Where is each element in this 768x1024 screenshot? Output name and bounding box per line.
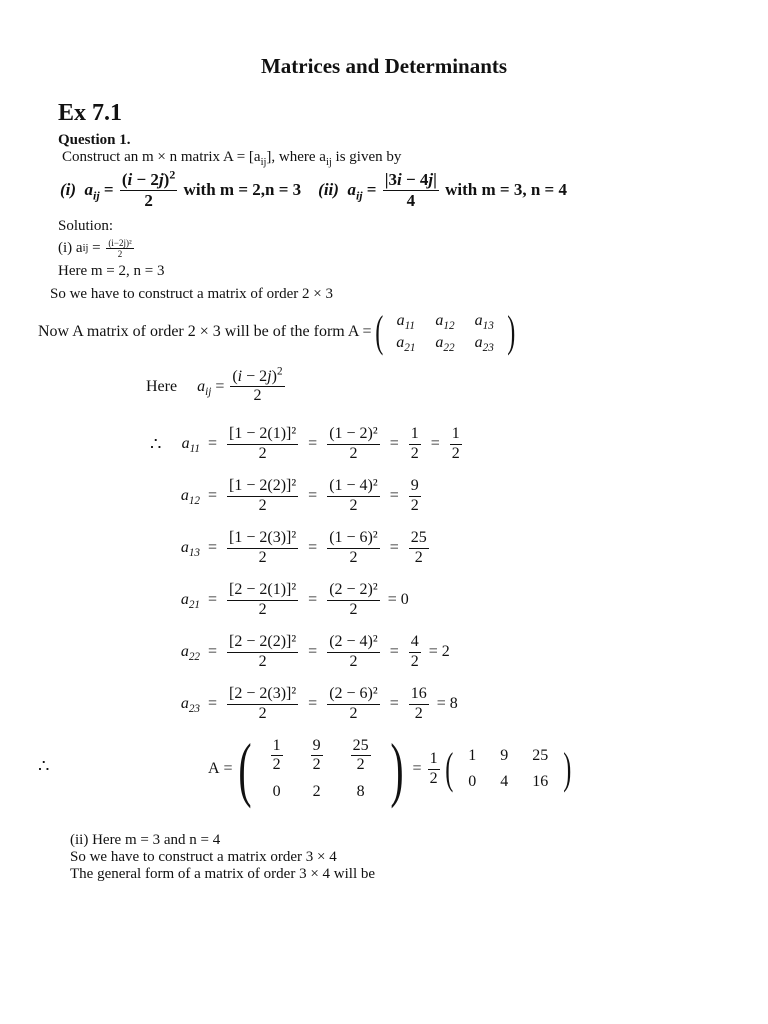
step-fraction-1: $\frac{\text{[1 − 2(1)]²}}{2}$ — [229, 425, 297, 462]
general-form — [38, 307, 518, 356]
step-result: $\frac{16}{2}$ — [410, 685, 427, 722]
here-mn: Here m = 2, n = 3 — [58, 263, 165, 279]
step-result: $\frac{1}{2}$ — [410, 425, 419, 462]
step-row: $a_{23}$ = $\frac{\text{[2 − 2(3)]²}}{2}$ = $\frac{\text{(2 − 6)²}}{2}$ = $\frac{16}{2}$ = 8 — [180, 685, 458, 722]
step-result: $\frac{1}{2}$ — [451, 425, 460, 462]
step-fraction-1: $\frac{\text{[2 − 2(1)]²}}{2}$ — [229, 581, 297, 618]
matrix-cell: 0 — [468, 773, 477, 790]
matrix-cell: $a_{22}$ — [435, 334, 455, 355]
step-fraction-2: $\frac{\text{(2 − 2)²}}{2}$ — [329, 581, 378, 618]
step-row: $a_{22}$ = $\frac{\text{[2 − 2(2)]²}}{2}$ = $\frac{\text{(2 − 4)²}}{2}$ = $\frac{4}{2}$ = 2 — [180, 633, 450, 670]
matrix-cell: $a_{11}$ — [396, 312, 415, 333]
construct-line: So we have to construct a matrix of order 2 × 3 — [50, 286, 333, 302]
factored-matrix: ( 1 9 25 0 4 16 ) — [444, 744, 572, 793]
step-fraction-1: $\frac{\text{[2 − 2(2)]²}}{2}$ — [229, 633, 297, 670]
matrix-cell — [297, 733, 337, 779]
part-definitions: (i) $a_{ij}$ = $\frac{(i - 2j)^2}{2}$ with m = 2,n = 3 (ii) $a_{ij}$ = $\frac{|3i - 4j|}{4}$ with m = 3, n = 4 — [60, 167, 567, 210]
part-ii-line-3: The general form of a matrix of order 3 × 4 will be — [70, 866, 376, 882]
matrix-cell — [257, 733, 297, 779]
part-i-condition: with m = 2,n = 3 — [183, 180, 302, 200]
part-ii-line-2: So we have to construct a matrix order 3 × 4 — [70, 849, 337, 865]
therefore-symbol: ∴ — [150, 434, 162, 454]
matrix-cell: $a_{12}$ — [435, 312, 455, 333]
solution-label: Solution: — [58, 218, 114, 234]
step-result: $\frac{25}{2}$ — [410, 529, 427, 566]
exercise-heading: Ex 7.1 — [58, 100, 123, 126]
result-scalar: $\frac{1}{2}$ — [429, 750, 438, 787]
matrix-cell — [337, 733, 385, 779]
part-ii-line-1: (ii) Here m = 3 and n = 4 — [70, 832, 221, 848]
step-row: $a_{12}$ = $\frac{\text{[1 − 2(2)]²}}{2}$ = $\frac{\text{(1 − 4)²}}{2}$ = $\frac{9}{2}$ — [180, 477, 419, 514]
step-row: $a_{11}$ = $\frac{\text{[1 − 2(1)]²}}{2}$ = $\frac{\text{(1 − 2)²}}{2}$ = $\frac{1}{2}$ = $\frac{1}{2}$ — [181, 425, 460, 462]
step-fraction-2: $\frac{\text{(1 − 4)²}}{2}$ — [329, 477, 378, 514]
here-aij: Here $a_{ij}$ = $\frac{(i - 2j)^2}{2}$ — [146, 365, 283, 405]
matrix-cell: 4 — [500, 773, 509, 790]
result-equation: A = ( $\frac{1}{2}$ $\frac{9}{2}$ $\frac{25}{2}$ 0 2 8 ) = $\frac{1}{2}$ ( 1 9 25 0 4 16 ) — [208, 733, 575, 805]
therefore-symbol-2: ∴ — [38, 756, 50, 776]
matrix-cell: 9 — [500, 747, 509, 764]
matrix-cell: 1 — [468, 747, 477, 764]
question-prompt: Construct an m × n matrix $A = [a_{ij}]$, where $a_{ij}$ is given by — [62, 149, 402, 168]
step-row: $a_{13}$ = $\frac{\text{[1 − 2(3)]²}}{2}$ = $\frac{\text{(1 − 6)²}}{2}$ = $\frac{25}{2}$ — [180, 529, 427, 566]
question-heading: Question 1. — [58, 132, 131, 148]
matrix-cell: $a_{23}$ — [474, 334, 494, 355]
matrix-cell: 2 — [312, 782, 321, 800]
general-matrix: ( $a_{11}$ $a_{12}$ $a_{13}$ $a_{21}$ $a_{22}$ $a_{23}$ ) — [374, 307, 516, 356]
step-fraction-2: $\frac{\text{(1 − 6)²}}{2}$ — [329, 529, 378, 566]
matrix-cell: 0 — [272, 782, 281, 800]
step-row: $a_{21}$ = $\frac{\text{[2 − 2(1)]²}}{2}$ = $\frac{\text{(2 − 2)²}}{2}$ = 0 — [180, 581, 409, 618]
step-fraction-1: $\frac{\text{[1 − 2(2)]²}}{2}$ — [229, 477, 297, 514]
step-result: $\frac{9}{2}$ — [410, 477, 419, 514]
step-fraction-2: $\frac{\text{(1 − 2)²}}{2}$ — [329, 425, 378, 462]
form-line: Now A matrix of order 2 × 3 will be of the form A = — [38, 323, 372, 340]
calculation-steps — [160, 418, 464, 730]
matrix-fraction: $\frac{1}{2}$ — [272, 737, 281, 774]
part-ii-condition: with m = 3, n = 4 — [445, 180, 567, 200]
page-title: Matrices and Determinants — [260, 54, 508, 78]
matrix-cell: 16 — [532, 773, 549, 790]
matrix-cell: $a_{13}$ — [474, 312, 494, 333]
matrix-cell: $a_{21}$ — [396, 334, 416, 355]
matrix-fraction: $\frac{9}{2}$ — [312, 737, 321, 774]
result-matrix: ( $\frac{1}{2}$ $\frac{9}{2}$ $\frac{25}{2}$ 0 2 8 ) — [237, 729, 404, 809]
matrix-cell: 8 — [356, 782, 365, 800]
matrix-fraction: $\frac{25}{2}$ — [352, 737, 369, 774]
step-fraction-1: $\frac{\text{[2 − 2(3)]²}}{2}$ — [229, 685, 297, 722]
matrix-cell: 25 — [532, 747, 549, 764]
step-fraction-1: $\frac{\text{[1 − 2(3)]²}}{2}$ — [229, 529, 297, 566]
here-word: Here — [146, 377, 178, 395]
step-fraction-2: $\frac{\text{(2 − 4)²}}{2}$ — [329, 633, 378, 670]
part-i-formula: (i) a ij = $\frac{\text{(i−2j)²}}{2}$ — [58, 238, 132, 260]
step-fraction-2: $\frac{\text{(2 − 6)²}}{2}$ — [329, 685, 378, 722]
step-result: $\frac{4}{2}$ — [410, 633, 419, 670]
